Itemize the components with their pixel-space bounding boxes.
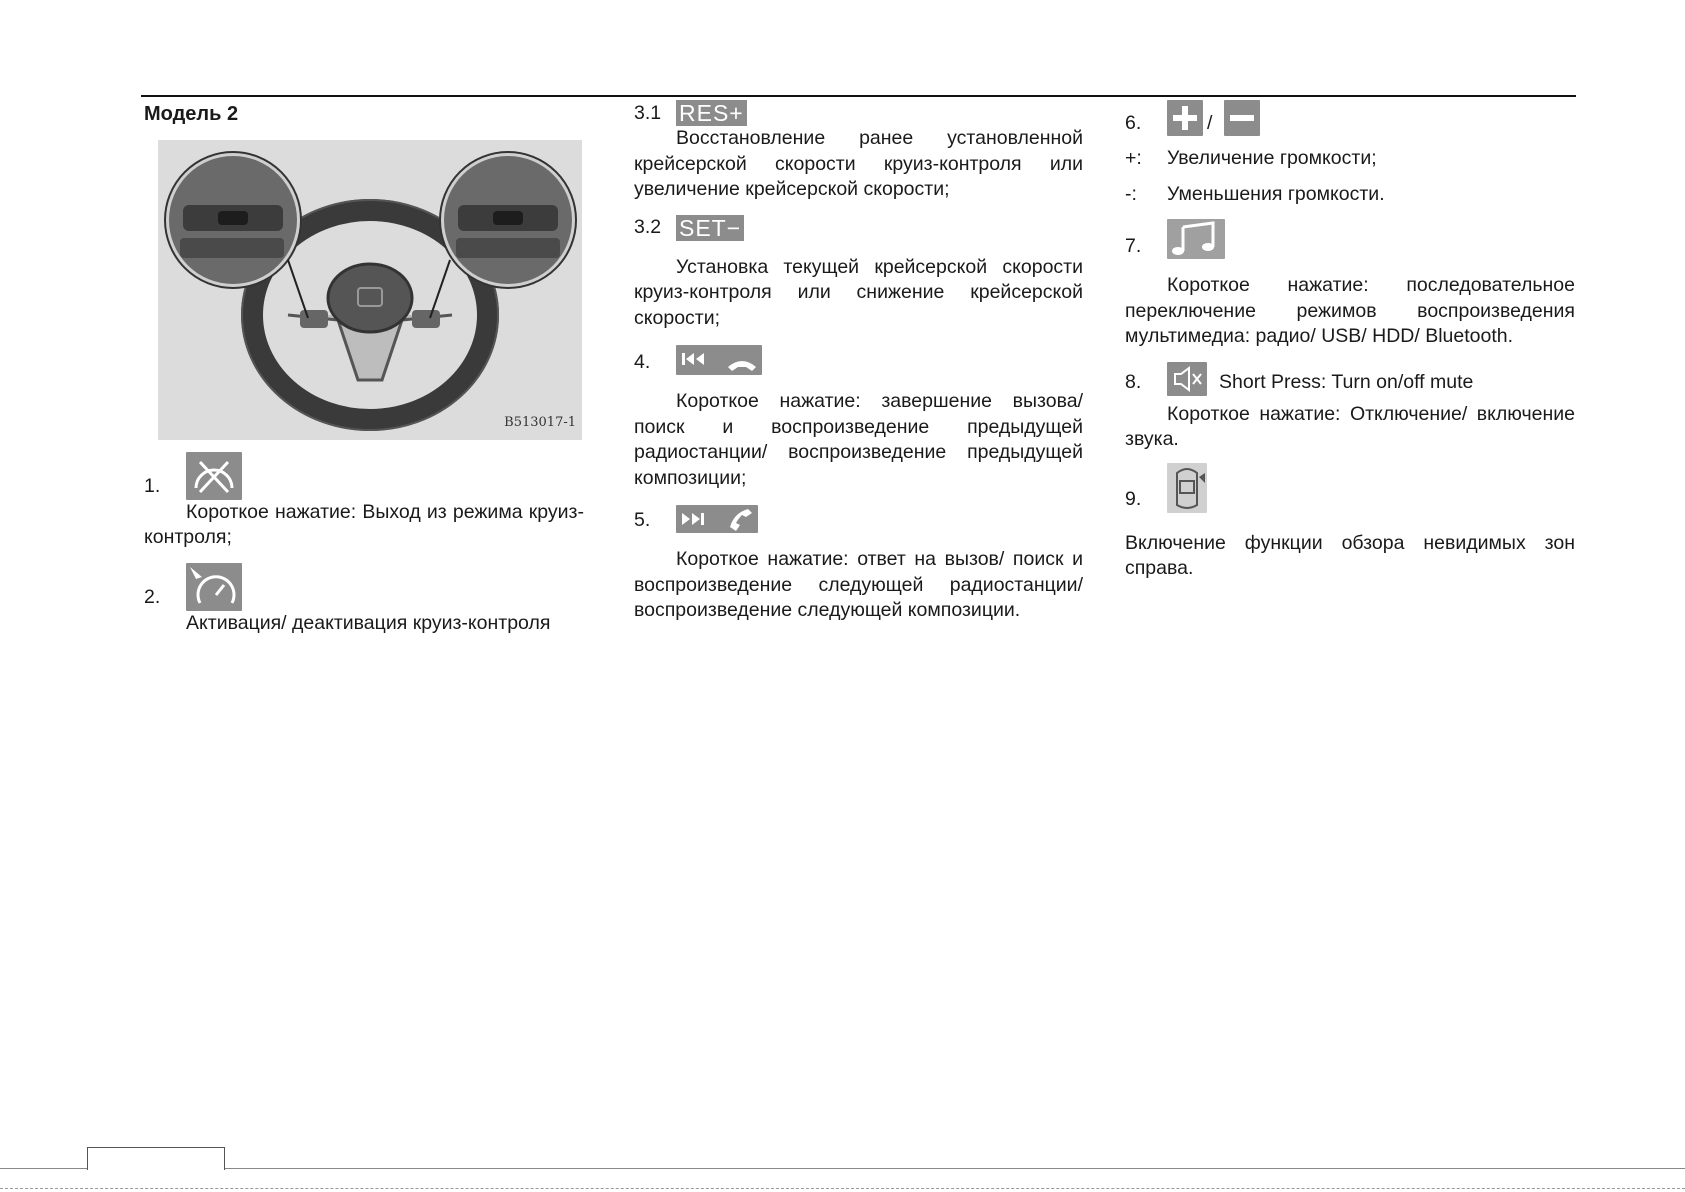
- item-5: [634, 505, 1083, 533]
- item-number: 5.: [634, 508, 651, 531]
- image-code: B513017-1: [504, 415, 576, 430]
- item-number: 6.: [1125, 111, 1142, 134]
- next-answer-icon: [676, 505, 758, 533]
- mute-icon: [1167, 362, 1207, 396]
- plus-row: [1125, 146, 1575, 172]
- item-1-description: Короткое нажатие: Выход из режима круиз-контроля;: [144, 500, 584, 548]
- item-4: [634, 345, 1083, 375]
- item-8-description: Короткое нажатие: Отключение/ включение звука.: [1125, 402, 1575, 450]
- prev-hangup-icon: [676, 345, 762, 375]
- item-4-description: Короткое нажатие: завершение вызова/ поиск и воспроизведение предыдущей радиостанции/ воспроизведение предыдущей композиции;: [634, 390, 1083, 489]
- item-3-2-description: Установка текущей крейсерской скорости круиз-контроля или снижение крейсерской скорости;: [634, 255, 1083, 329]
- blind-spot-camera-icon: [1167, 463, 1207, 513]
- footer-dashed-line: [0, 1188, 1685, 1189]
- steering-wheel-illustration: [158, 140, 582, 440]
- item-8: [1125, 362, 1575, 396]
- item-number: 3.1: [634, 101, 662, 124]
- item-number: 8.: [1125, 371, 1142, 393]
- cruise-activate-icon: [186, 563, 242, 611]
- plus-icon: [1167, 100, 1203, 136]
- item-7: [1125, 219, 1575, 259]
- column-middle: [634, 100, 1083, 624]
- item-3-1-description: Восстановление ранее установленной крейсерской скорости круиз-контроля или увеличение крейсерской скорости;: [634, 127, 1083, 200]
- steering-wheel-photo: [158, 140, 582, 440]
- footer-rule: [0, 1168, 1685, 1169]
- item-3-1: [634, 100, 1083, 126]
- minus-icon: [1224, 100, 1260, 136]
- cruise-off-icon: [186, 452, 242, 500]
- header-rule: [141, 95, 1576, 97]
- item-9: [1125, 463, 1575, 513]
- item-5-description: Короткое нажатие: ответ на вызов/ поиск и воспроизведение следующей радиостанции/ воспроизведение следующей композиции.: [634, 548, 1083, 621]
- item-1: [144, 452, 584, 500]
- minus-row: [1125, 182, 1575, 208]
- item-9-description: Включение функции обзора невидимых зон справа.: [1125, 531, 1575, 579]
- item-number: 2.: [144, 586, 161, 608]
- item-number: 7.: [1125, 234, 1142, 257]
- music-note-icon: [1167, 219, 1225, 259]
- item-2: [144, 563, 584, 611]
- minus-value: Уменьшения громкости.: [1167, 182, 1385, 205]
- icon-separator: /: [1207, 111, 1213, 134]
- item-number: 9.: [1125, 488, 1142, 510]
- item-2-description: Активация/ деактивация круиз-контроля: [186, 611, 551, 634]
- item-6: [1125, 100, 1575, 136]
- column-left: [144, 100, 584, 636]
- item-7-description: Короткое нажатие: последовательное переключение режимов воспроизведения мультимедиа: радио/ USB/ HDD/ Bluetooth.: [1125, 274, 1575, 347]
- column-right: [1125, 100, 1575, 582]
- item-number: 1.: [144, 475, 161, 497]
- res-plus-icon: RES+: [676, 100, 747, 126]
- item-number: 4.: [634, 350, 651, 373]
- plus-value: Увеличение громкости;: [1167, 147, 1377, 169]
- item-3-2: [634, 215, 1083, 241]
- item-number: 3.2: [634, 216, 662, 238]
- minus-key: -:: [1125, 182, 1137, 205]
- set-minus-icon: SET−: [676, 215, 744, 241]
- plus-key: +:: [1125, 147, 1142, 169]
- page-tab: [87, 1147, 225, 1170]
- section-heading: Модель 2: [144, 103, 239, 125]
- mute-inline-label: Short Press: Turn on/off mute: [1219, 371, 1474, 393]
